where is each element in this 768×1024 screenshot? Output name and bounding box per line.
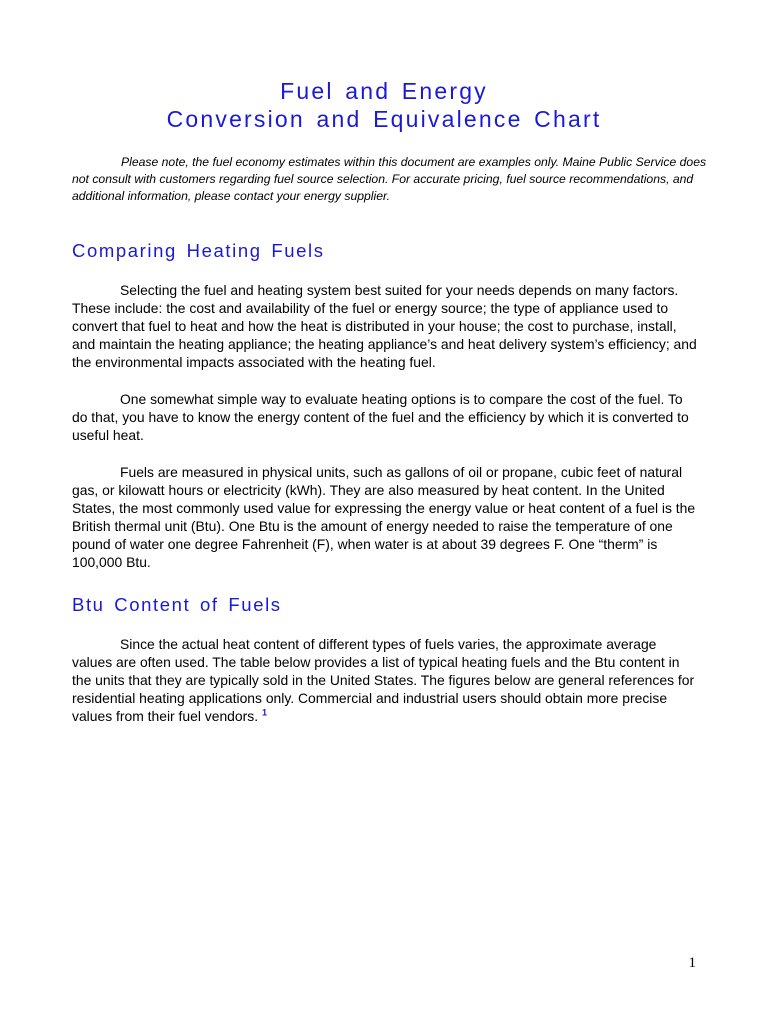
- document-title-line-1: Fuel and Energy: [280, 78, 488, 104]
- paragraph-btu-content-text: Since the actual heat content of different types of fuels varies, the approximate average values are often used. The table below provides a list of typical heating fuels and the Btu content in the units that they are typically sold in the United States. The figures below are general references for residential heating applications only. Commercial and industrial users should obtain more precise values from their fuel vendors.: [72, 636, 695, 724]
- disclaimer-note: Please note, the fuel economy estimates within this document are examples only. Maine Public Service does not consult with customers regarding fuel source selection. For accurate pricing, fuel source recommendations, and additional information, please contact your energy supplier.: [72, 155, 707, 203]
- footnote-reference[interactable]: 1: [261, 707, 267, 718]
- section-heading-comparing-heating-fuels: Comparing Heating Fuels: [72, 240, 325, 261]
- paragraph-selecting-fuel: Selecting the fuel and heating system best suited for your needs depends on many factors. These include: the cost and availability of the fuel or energy source; the type of appliance used to convert that fuel to heat and how the heat is distributed in your house; the cost to purchase, install, and maintain the heating appliance; the heating appliance’s and heat delivery system’s efficiency; and the environmental impacts associated with the heating fuel.: [72, 282, 697, 370]
- page-number: 1: [688, 955, 696, 971]
- paragraph-fuel-measurement: Fuels are measured in physical units, such as gallons of oil or propane, cubic feet of natural gas, or kilowatt hours or electricity (kWh). They are also measured by heat content. In the United States, the most commonly used value for expressing the energy value or heat content of a fuel is the British thermal unit (Btu). One Btu is the amount of energy needed to raise the temperature of one pound of water one degree Fahrenheit (F), when water is at about 39 degrees F. One “therm” is 100,000 Btu.: [72, 464, 696, 570]
- section-heading-btu-content: Btu Content of Fuels: [72, 594, 282, 615]
- paragraph-btu-content: [72, 635, 700, 725]
- document-title-line-2: Conversion and Equivalence Chart: [166, 106, 602, 132]
- paragraph-evaluate-options: One somewhat simple way to evaluate heating options is to compare the cost of the fuel. To do that, you have to know the energy content of the fuel and the efficiency by which it is converted to useful heat.: [72, 391, 689, 443]
